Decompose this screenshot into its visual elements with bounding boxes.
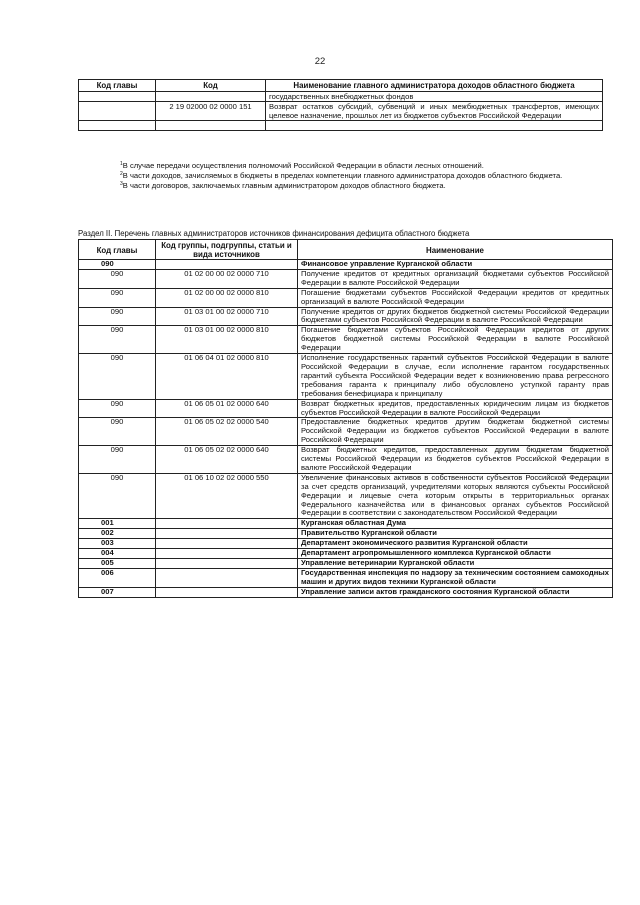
table-row [79,354,613,400]
cell-chapter: 090 [79,269,156,288]
table-row [79,399,613,418]
footnote-text: В части договоров, заключаемых главным администратором доходов областного бюджета. [122,181,446,191]
cell-name: Погашение бюджетами субъектов Российской Федерации кредитов от кредитных организаций в валюте Российской Федерации [298,288,613,307]
cell-name: Возврат остатков субсидий, субвенций и иных межбюджетных трансфертов, имеющих целевое назначение, прошлых лет из бюджетов субъектов Российской Федерации [266,101,603,120]
cell-chapter: 006 [79,568,156,587]
table-row [79,307,613,326]
table-row [79,326,613,354]
cell-chapter: 002 [79,529,156,539]
table-row [79,101,603,120]
cell-name: Исполнение государственных гарантий субъектов Российской Федерации в валюте Российской Федерации в случае, если исполнение гарантом государственных гарантий субъекта Российской Федерации ведет к возникновению права регрессного требования гаранта к принципалу либо обусловлено уступкой гаранту прав требования бенефициара к принципалу [298,354,613,400]
cell-chapter: 090 [79,399,156,418]
cell-source-code [156,519,298,529]
cell-name: государственных внебюджетных фондов [266,91,603,101]
table-row [79,559,613,569]
cell-name: Возврат бюджетных кредитов, предоставленных юридическим лицам из бюджетов субъектов Российской Федерации в валюте Российской Федерации [298,399,613,418]
cell-name: Предоставление бюджетных кредитов другим бюджетам бюджетной системы Российской Федерации из бюджетов субъектов Российской Федерации в валюте Российской Федерации [298,418,613,446]
cell-name: Управление записи актов гражданского состояния Курганской области [298,587,613,597]
cell-chapter: 090 [79,354,156,400]
table-row [79,587,613,597]
footnote-mark: 3 [120,181,123,188]
cell-source-code: 01 02 00 00 02 0000 710 [156,269,298,288]
header-admin-name: Наименование главного администратора доходов областного бюджета [266,80,603,92]
footnote [120,170,600,180]
cell-name: Департамент экономического развития Курганской области [298,539,613,549]
cell-source-code: 01 02 00 00 02 0000 810 [156,288,298,307]
table-row [79,120,603,130]
header-chapter-code: Код главы [79,80,156,92]
cell-source-code [156,568,298,587]
table-row [79,519,613,529]
cell-source-code [156,587,298,597]
table-row [79,260,613,270]
table-header-row [79,240,613,260]
cell-chapter: 005 [79,559,156,569]
deficit-sources-table [78,239,613,598]
cell-source-code: 01 06 05 02 02 0000 640 [156,446,298,474]
cell-chapter: 090 [79,307,156,326]
cell-chapter [79,120,156,130]
cell-source-code [156,539,298,549]
table-row [79,269,613,288]
footnote-mark: 1 [120,161,123,167]
cell-name: Увеличение финансовых активов в собственности субъектов Российской Федерации за счет средств организаций, учредителями которых являются субъекты Российской Федерации и лицевые счета которым открыты в территориальных органах Федерального казначейства или в финансовых органах субъектов Российской Федерации в соответствии с законодательством Российской Федерации [298,473,613,519]
table-row [79,91,603,101]
cell-name: Возврат бюджетных кредитов, предоставленных другим бюджетам бюджетной системы Российской Федерации из бюджетов субъектов Российской Федерации в валюте Российской Федерации [298,446,613,474]
cell-name: Государственная инспекция по надзору за техническим состоянием самоходных машин и других видов техники Курганской области [298,568,613,587]
header-code: Код [156,80,266,92]
cell-chapter: 090 [79,260,156,270]
footnote-mark: 2 [120,171,123,178]
cell-source-code [156,549,298,559]
cell-chapter: 090 [79,446,156,474]
cell-source-code [156,559,298,569]
table-header-row [79,80,603,92]
revenue-administrators-table [78,79,603,131]
header-name: Наименование [298,240,613,260]
cell-chapter [79,91,156,101]
table-row [79,473,613,519]
table-row [79,446,613,474]
cell-source-code [156,529,298,539]
footnote-text: В части доходов, зачисляемых в бюджеты в пределах компетенции главного администратора доходов областного бюджета. [122,171,563,181]
footnote [120,180,600,190]
cell-name: Погашение бюджетами субъектов Российской Федерации кредитов от других бюджетов бюджетной системы Российской Федерации в валюте Российской Федерации [298,326,613,354]
cell-source-code: 01 03 01 00 02 0000 810 [156,326,298,354]
table-row [79,568,613,587]
cell-chapter [79,101,156,120]
section-title: Раздел II. Перечень главных администраторов источников финансирования дефицита областного бюджета [78,229,470,238]
cell-chapter: 001 [79,519,156,529]
footnotes [120,160,600,191]
cell-chapter: 003 [79,539,156,549]
cell-source-code: 01 06 04 01 02 0000 810 [156,354,298,400]
cell-chapter: 090 [79,473,156,519]
table-row [79,288,613,307]
cell-code: 2 19 02000 02 0000 151 [156,101,266,120]
cell-source-code: 01 06 10 02 02 0000 550 [156,473,298,519]
cell-name [266,120,603,130]
table-row [79,418,613,446]
cell-code [156,120,266,130]
header-source-code: Код группы, подгруппы, статьи и вида источников [156,240,298,260]
footnote-text: В случае передачи осуществления полномочий Российской Федерации в области лесных отношений. [122,161,484,170]
cell-chapter: 090 [79,418,156,446]
cell-name: Получение кредитов от других бюджетов бюджетной системы Российской Федерации бюджетами субъектов Российской Федерации в валюте Российской Федерации [298,307,613,326]
cell-source-code: 01 03 01 00 02 0000 710 [156,307,298,326]
cell-name: Правительство Курганской области [298,529,613,539]
cell-source-code: 01 06 05 01 02 0000 640 [156,399,298,418]
cell-code [156,91,266,101]
page-number: 22 [314,56,326,67]
footnote [120,160,600,170]
table-row [79,549,613,559]
table-row [79,539,613,549]
cell-chapter: 090 [79,326,156,354]
cell-name: Курганская областная Дума [298,519,613,529]
cell-name: Получение кредитов от кредитных организаций бюджетами субъектов Российской Федерации в валюте Российской Федерации [298,269,613,288]
cell-source-code: 01 06 05 02 02 0000 540 [156,418,298,446]
cell-name: Управление ветеринарии Курганской области [298,559,613,569]
cell-name: Финансовое управление Курганской области [298,260,613,270]
cell-source-code [156,260,298,270]
header-chapter-code: Код главы [79,240,156,260]
cell-chapter: 090 [79,288,156,307]
cell-chapter: 007 [79,587,156,597]
cell-chapter: 004 [79,549,156,559]
table-row [79,529,613,539]
cell-name: Департамент агропромышленного комплекса Курганской области [298,549,613,559]
